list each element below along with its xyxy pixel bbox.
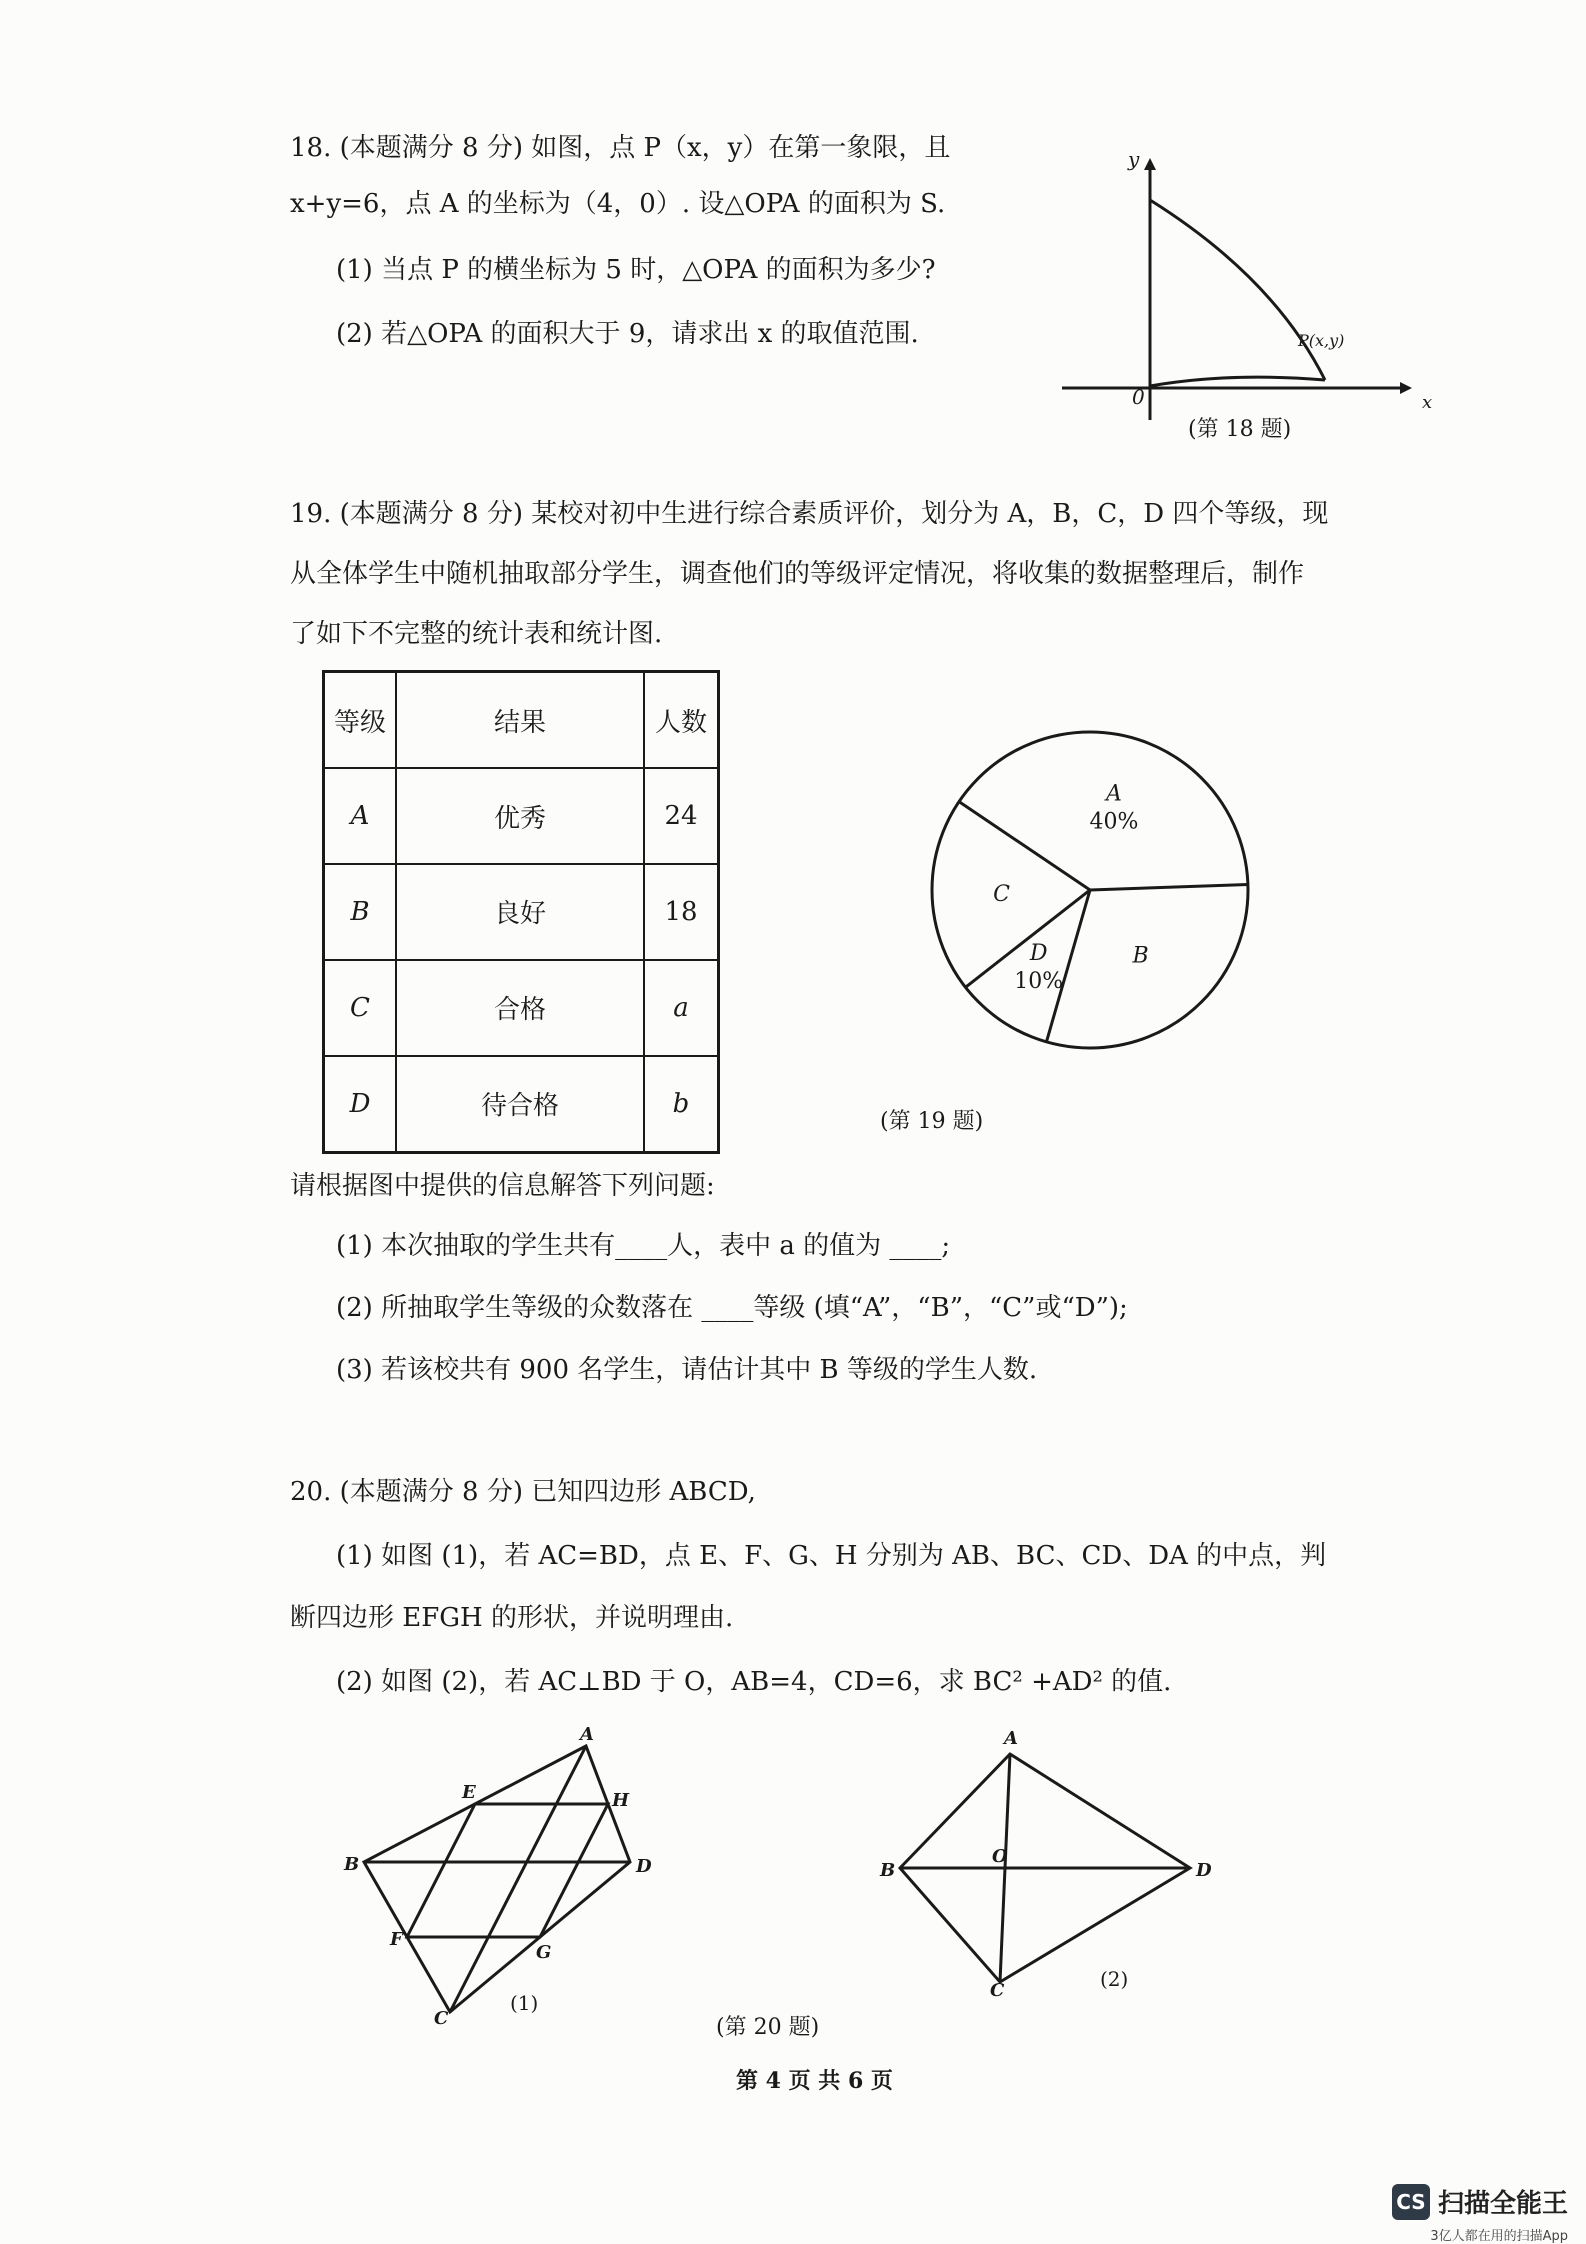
q20-figure-1: [330, 1720, 670, 2030]
q19-line2: 从全体学生中随机抽取部分学生，调查他们的等级评定情况，将收集的数据整理后，制作: [290, 559, 1305, 589]
x-axis-label: x: [1422, 392, 1433, 413]
count-cell: 24: [644, 768, 719, 864]
x-arrow-icon: [1400, 382, 1412, 394]
pie-slice-boundary: [959, 802, 1090, 890]
q19-part3: (3) 若该校共有 900 名学生，请估计其中 B 等级的学生人数.: [336, 1355, 1038, 1385]
grade-cell: A: [324, 768, 397, 864]
label-d-2: D: [1196, 1860, 1212, 1881]
line-x-plus-y-6: [1150, 200, 1325, 380]
scanner-watermark: [1392, 2183, 1568, 2244]
pie-slice-label-d: D: [1029, 940, 1048, 966]
label-f: F: [390, 1929, 403, 1950]
q20-figure-2: [860, 1720, 1240, 2010]
label-b: B: [344, 1854, 360, 1875]
q19-pie-chart: [920, 710, 1260, 1070]
label-e: E: [462, 1782, 476, 1803]
q18-part2: (2) 若△OPA 的面积大于 9，请求出 x 的取值范围.: [336, 319, 919, 349]
quad-abcd: [364, 1746, 630, 2012]
y-arrow-icon: [1144, 158, 1156, 170]
q20-line1: 20. (本题满分 8 分) 已知四边形 ABCD,: [290, 1477, 756, 1507]
scanner-name: 扫描全能王: [1437, 2189, 1568, 2219]
table-row: [324, 1056, 719, 1153]
q19-caption: (第 19 题): [880, 1109, 984, 1134]
result-cell: 合格: [396, 960, 644, 1056]
grade-cell: B: [324, 864, 397, 960]
result-cell: 待合格: [396, 1056, 644, 1153]
pie-slice-percent-a: 40%: [1089, 809, 1139, 835]
q19-line1: 19. (本题满分 8 分) 某校对初中生进行综合素质评价，划分为 A，B，C，D 四个等级，现: [290, 499, 1329, 529]
label-b-2: B: [880, 1860, 896, 1881]
pie-slice-boundary: [1090, 884, 1248, 890]
label-g: G: [536, 1942, 552, 1963]
label-h: H: [612, 1790, 630, 1811]
y-axis-label: y: [1128, 147, 1140, 171]
label-c-2: C: [990, 1980, 1005, 2001]
origin-label: 0: [1132, 385, 1145, 409]
label-a-2: A: [1004, 1728, 1018, 1749]
header-grade: 等级: [324, 672, 397, 769]
table-row: [324, 960, 719, 1056]
grade-table: [322, 670, 720, 1154]
q18-line1: 18. (本题满分 8 分) 如图，点 P（x，y）在第一象限，且: [290, 133, 951, 163]
q18-caption: (第 18 题): [1188, 417, 1292, 442]
q20-caption: (第 20 题): [716, 2015, 820, 2040]
result-cell: 优秀: [396, 768, 644, 864]
q19-prompt: 请根据图中提供的信息解答下列问题:: [290, 1171, 715, 1201]
q19-part1: (1) 本次抽取的学生共有____人，表中 a 的值为 ____;: [336, 1231, 951, 1261]
triangle-base: [1150, 377, 1325, 386]
count-cell: 18: [644, 864, 719, 960]
point-p-label: P(x,y): [1298, 331, 1345, 350]
grade-cell: C: [324, 960, 397, 1056]
label-o-2: O: [992, 1846, 1008, 1867]
q20-part2: (2) 如图 (2)，若 AC⊥BD 于 O，AB=4，CD=6，求 BC² +AD² 的值.: [336, 1667, 1172, 1697]
table-row: [324, 768, 719, 864]
table-row: [324, 864, 719, 960]
pie-slice-label-c: C: [993, 882, 1010, 908]
label-c: C: [434, 2008, 449, 2029]
pie-slice-percent-d: 10%: [1014, 968, 1064, 994]
grade-cell: D: [324, 1056, 397, 1153]
q18-line2: x+y=6，点 A 的坐标为（4，0）. 设△OPA 的面积为 S.: [290, 189, 946, 219]
pie-slice-label-b: B: [1132, 943, 1149, 969]
header-count: 人数: [644, 672, 719, 769]
label-d: D: [636, 1856, 652, 1877]
result-cell: 良好: [396, 864, 644, 960]
pie-slice-boundary: [1046, 890, 1090, 1042]
q20-part1a: (1) 如图 (1)，若 AC=BD，点 E、F、G、H 分别为 AB、BC、CD、DA 的中点，判: [336, 1541, 1327, 1571]
q19-line3: 了如下不完整的统计表和统计图.: [290, 619, 663, 649]
fig1-label: (1): [510, 1991, 539, 2015]
header-result: 结果: [396, 672, 644, 769]
pie-slice-label-a: A: [1106, 781, 1122, 807]
q19-part2: (2) 所抽取学生等级的众数落在 ____等级 (填“A”，“B”，“C”或“D”);: [336, 1293, 1128, 1323]
q18-figure: [1050, 140, 1433, 450]
q20-part1b: 断四边形 EFGH 的形状，并说明理由.: [290, 1603, 734, 1633]
scanner-tagline: 3亿人都在用的扫描App: [1430, 2229, 1568, 2244]
count-cell: a: [644, 960, 719, 1056]
cs-logo-icon: CS: [1392, 2184, 1430, 2220]
q18-part1: (1) 当点 P 的横坐标为 5 时，△OPA 的面积为多少?: [336, 255, 936, 285]
fig2-label: (2): [1100, 1967, 1129, 1991]
page-number: 第 4 页 共 6 页: [736, 2068, 893, 2094]
table-header-row: [324, 672, 719, 769]
count-cell: b: [644, 1056, 719, 1153]
label-a: A: [580, 1724, 594, 1745]
